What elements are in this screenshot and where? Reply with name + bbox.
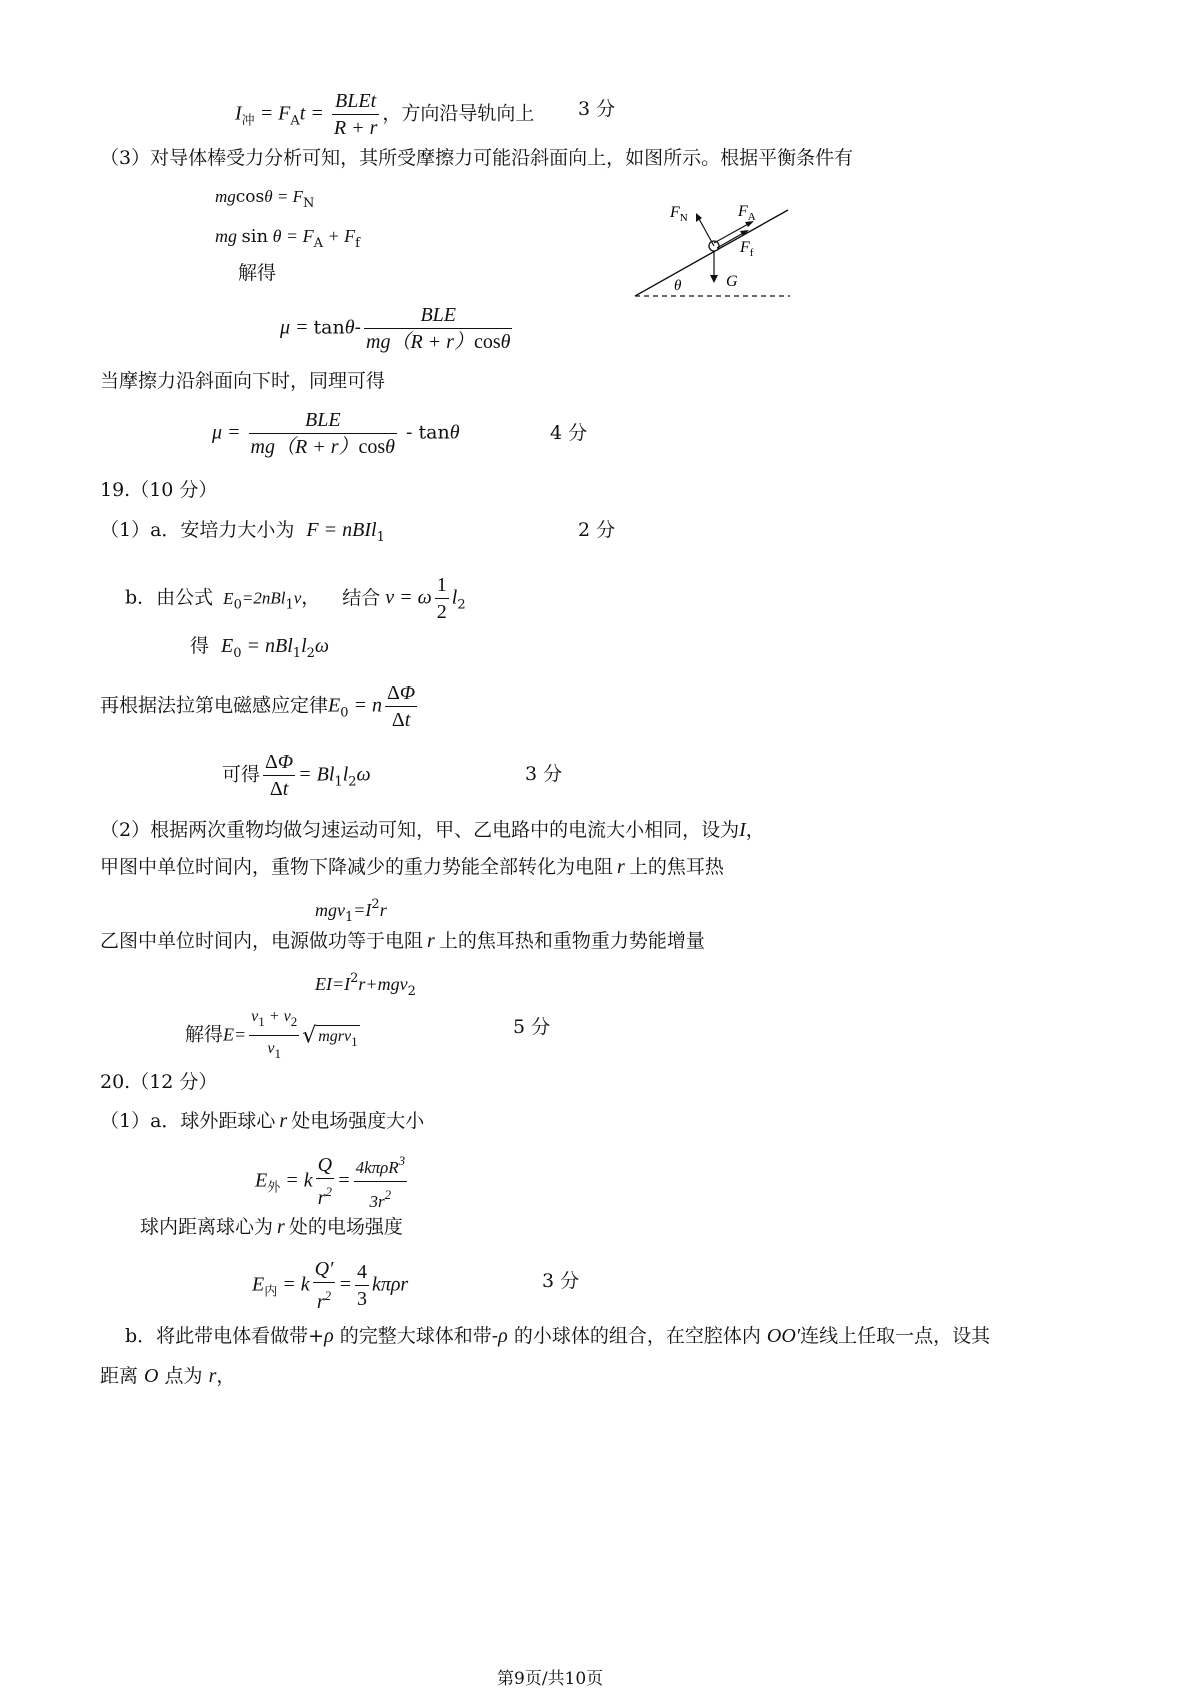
q20-b-rho-negative: ρ <box>498 1325 508 1347</box>
q20-b2-pre: 距离 <box>100 1365 145 1387</box>
q20-a-pre: （1）a．球外距球心 <box>100 1110 276 1132</box>
q19-b-text: b．由公式 <box>125 586 214 609</box>
q19-jia-equation: $mgv_1=I^2r$ <box>315 897 387 925</box>
incline-force-diagram <box>620 190 810 305</box>
q19-result-line: 解得E= $\frac{v_1 + v_2}{v_1}$ √ mgrv$_1$ <box>185 1004 360 1067</box>
q20-inner-post: 处的电场强度 <box>288 1216 403 1238</box>
mu-equation-up: μ = tanθ- $\frac{\text{BLE}}{mg(R + r)\cos\theta}$ <box>280 304 511 353</box>
normal-force-arrow <box>696 213 702 222</box>
q20-a-post: 处电场强度大小 <box>291 1110 425 1132</box>
part3-down-text: 当摩擦力沿斜面向下时，同理可得 <box>100 370 386 392</box>
q19-faraday: 再根据法拉第电磁感应定律 <box>100 694 329 717</box>
svg-text:FN <box>669 204 688 224</box>
theta-label: θ <box>674 278 682 294</box>
q20-inner-text-line <box>140 1214 403 1240</box>
fn-sub: N <box>679 212 688 224</box>
q19-b-line: b．由公式 $E_0=2nBl_1v$， 结合 v = ω $\frac{1}{2}$ $l_2$ <box>125 574 466 623</box>
q19-current-symbol: I <box>739 819 746 841</box>
gravity-arrow <box>710 275 718 283</box>
q19-b-combine: 结合 <box>342 586 381 609</box>
q20-b-line <box>125 1323 990 1349</box>
q19-yi-line <box>100 928 705 954</box>
ff-sub: f <box>749 247 754 259</box>
q19-can-get: 可得 <box>222 763 261 786</box>
q19-a-text: （1）a．安培力大小为 <box>100 519 295 541</box>
fa-sub: A <box>747 211 756 223</box>
q19-p2-score: 5 分 <box>513 1016 551 1038</box>
q19-e0-line: 得 $E_0 = nBl_1l_2\omega$ <box>190 635 330 661</box>
svg-text:FA <box>737 203 756 223</box>
fa-label: F <box>738 203 748 220</box>
q20-inner-pre: 球内距离球心为 <box>140 1216 274 1238</box>
q19-jia-r: r <box>617 856 625 878</box>
impulse-equation: $I_冲 = F_At$ = $\frac{\text{BLEt}}{R + r}$ ，方向沿导轨向上 <box>235 90 535 139</box>
q19-yi-pre: 乙图中单位时间内，电源做功等于电阻 <box>100 930 424 952</box>
q20-b-mid2: 的小球体的组合，在空腔体内 <box>507 1325 767 1347</box>
fn-label: F <box>670 204 680 221</box>
q20-header: 20.（12 分） <box>100 1071 218 1093</box>
q19-yi-post: 上的焦耳热和重物重力势能增量 <box>438 930 705 952</box>
mu-equation-down: μ = $\frac{\text{BLE}}{mg(R + r)\cos\theta}$ - tanθ <box>212 409 460 458</box>
q19-yi-r: r <box>427 930 435 952</box>
incline-line <box>635 210 788 296</box>
q19-b-score: 3 分 <box>525 763 563 785</box>
part3-score: 4 分 <box>550 422 588 444</box>
svg-text:Ff <box>739 239 754 259</box>
q20-b-oo: OO′ <box>766 1325 801 1347</box>
q19-a-line: （1）a．安培力大小为 F = nBIl$_1$ <box>100 519 385 545</box>
ff-label: F <box>740 239 750 256</box>
part3-solve-label: 解得 <box>238 262 277 284</box>
q19-jia-pre: 甲图中单位时间内，重物下降减少的重力势能全部转化为电阻 <box>100 856 614 878</box>
equation-normal-balance: $mgcos\theta = F_N$ <box>215 187 315 211</box>
q19-solve-label: 解得 <box>185 1023 224 1046</box>
equation-slope-balance: mg $\sin \theta = F_A + F_f$ <box>215 226 360 251</box>
q19-jia-post: 上的焦耳热 <box>628 856 724 878</box>
q20-b2-mid: 点为 <box>158 1365 209 1387</box>
q20-a-score: 3 分 <box>542 1270 580 1292</box>
q19-a-score: 2 分 <box>578 519 616 541</box>
q20-a-line <box>100 1108 424 1134</box>
part3-text: （3）对导体棒受力分析可知，其所受摩擦力可能沿斜面向上，如图所示。根据平衡条件有 <box>100 147 854 169</box>
q20-b-rho-positive: ρ <box>324 1325 334 1347</box>
q20-a-r: r <box>279 1110 288 1132</box>
q20-b2-r: r <box>208 1365 217 1387</box>
q20-b-pre: b．将此带电体看做带+ <box>125 1325 325 1347</box>
q20-b2-line <box>100 1363 235 1389</box>
q20-b-post: 连线上任取一点，设其 <box>800 1325 991 1347</box>
q19-jia-line <box>100 854 724 880</box>
q19-yi-equation: $EI=I^2r+mgv_2$ <box>315 971 416 999</box>
q20-inner-field-equation: $E_内 = k$ $\frac{Q'}{r^2}$ = $\frac{4}{3}$ kπρr <box>252 1258 409 1313</box>
impulse-direction: ，方向沿导轨向上 <box>382 102 535 125</box>
q20-outer-field-equation: $E_外 = k$ $\frac{Q}{r^2}$ = $\frac{4k\pi\rho R^3}{3r^2}$ <box>255 1148 410 1215</box>
q19-faraday-line: 再根据法拉第电磁感应定律$E_0 = n$ $\frac{\Delta\Phi}{\Delta t}$ <box>100 682 416 731</box>
q19-header: 19.（10 分） <box>100 479 218 501</box>
q19-part2-comma: ， <box>745 819 765 841</box>
q19-get: 得 <box>190 635 210 657</box>
impulse-score: 3 分 <box>578 98 616 120</box>
q20-b2-o: O <box>144 1365 159 1387</box>
q20-b2-end: ， <box>216 1365 236 1387</box>
q20-b-mid1: 的完整大球体和带- <box>333 1325 499 1347</box>
g-label: G <box>726 273 738 290</box>
q20-inner-r: r <box>277 1216 285 1238</box>
q19-part2-text: （2）根据两次重物均做匀速运动可知，甲、乙电路中的电流大小相同，设为 <box>100 819 740 841</box>
q19-part2-line <box>100 817 765 843</box>
q19-flux-line: 可得 $\frac{\Delta\Phi}{\Delta t}$ = $Bl_1l_2\omega$ <box>222 751 371 800</box>
page-footer: 第9页/共10页 <box>497 1669 604 1689</box>
